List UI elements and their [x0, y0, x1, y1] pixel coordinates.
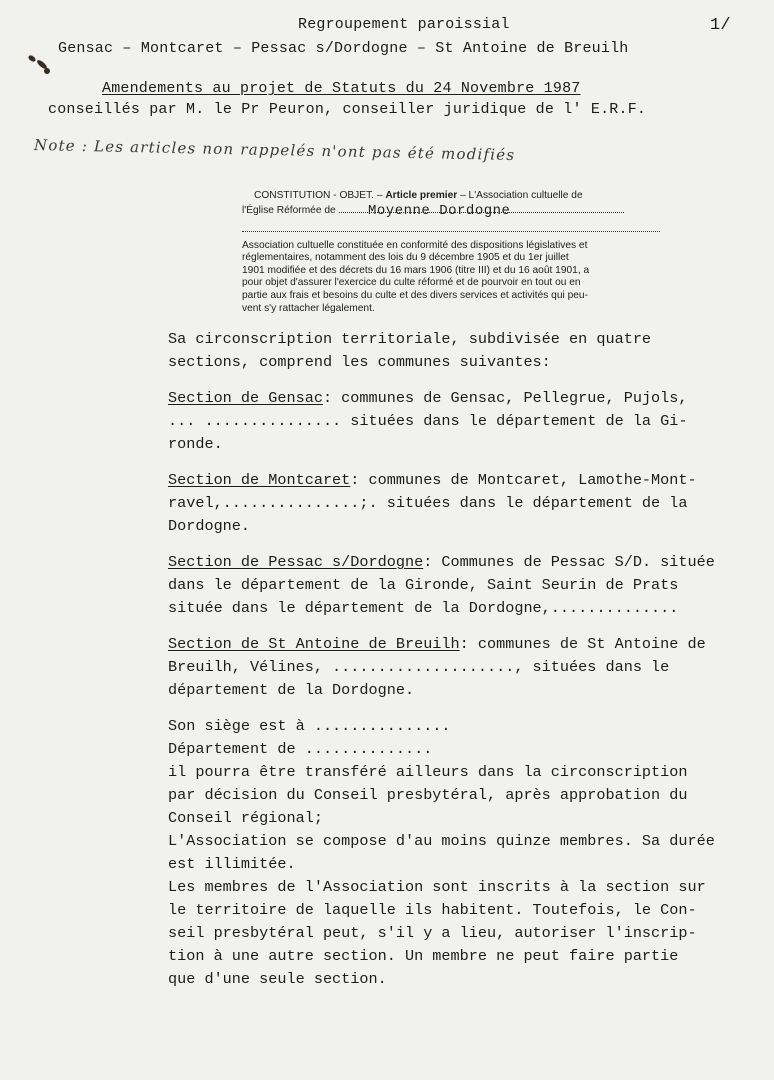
body-line: située dans le département de la Dordogne,.............. [168, 599, 679, 617]
body-line: par décision du Conseil presbytéral, après approbation du [168, 786, 688, 804]
article-heading-bold: Article premier [385, 190, 458, 201]
body-line: Département de .............. [168, 740, 433, 758]
article-heading-prefix: CONSTITUTION - OBJET. – [254, 190, 386, 201]
typed-body [168, 328, 715, 991]
page-number: 1/ [710, 16, 731, 35]
amendments-title: Amendements au projet de Statuts du 24 Novembre 1987 [102, 80, 581, 97]
ink-mark [44, 68, 50, 74]
body-line: Breuilh, Vélines, ...................., situées dans le [168, 658, 670, 676]
body-line: ... ............... situées dans le département de la Gi- [168, 412, 688, 430]
body-line: il pourra être transféré ailleurs dans la circonscription [168, 763, 688, 781]
section-st-antoine [168, 633, 715, 656]
article-church-prefix: l'Église Réformée de [242, 204, 339, 216]
body-line: sections, comprend les communes suivantes: [168, 353, 551, 371]
article-church-line [242, 203, 662, 219]
article-para-line: partie aux frais et besoins du culte et des divers services et activités qui peu- [242, 289, 588, 301]
section-heading: Section de Pessac s/Dordogne [168, 553, 424, 571]
ink-mark [27, 54, 36, 63]
body-line: L'Association se compose d'au moins quinze membres. Sa durée [168, 832, 715, 850]
body-line: tion à une autre section. Un membre ne peut faire partie [168, 947, 679, 965]
body-line: le territoire de laquelle ils habitent. Toutefois, le Con- [168, 901, 697, 919]
body-line: : Communes de Pessac S/D. située [423, 553, 715, 571]
header-title: Regroupement paroissial [298, 16, 510, 33]
body-line: : communes de Montcaret, Lamothe-Mont- [350, 471, 697, 489]
header-parishes: Gensac – Montcaret – Pessac s/Dordogne – St Antoine de Breuilh [58, 40, 629, 57]
body-line: ravel,...............;. situées dans le département de la [168, 494, 688, 512]
body-line: Dordogne. [168, 517, 251, 535]
article-para-line: 1901 modifiée et des décrets du 16 mars 1906 (titre III) et du 16 août 1901, a [242, 264, 590, 276]
article-para-line: réglementaires, notamment des lois du 9 décembre 1905 et du 1er juillet [242, 252, 569, 264]
section-heading: Section de Montcaret [168, 471, 351, 489]
body-line: Conseil régional; [168, 809, 323, 827]
dotted-line [242, 219, 660, 232]
body-line: : communes de St Antoine de [459, 635, 706, 653]
filled-church-name: Moyenne Dordogne [368, 202, 511, 219]
section-heading: Section de St Antoine de Breuilh [168, 635, 460, 653]
body-line: dans le département de la Gironde, Saint Seurin de Prats [168, 576, 679, 594]
body-line: seil presbytéral peut, s'il y a lieu, autoriser l'inscrip- [168, 924, 697, 942]
article-heading [242, 190, 662, 203]
article-para-line: pour objet d'assurer l'exercice du culte réformé et de pourvoir en tout ou en [242, 277, 581, 289]
section-heading: Section de Gensac [168, 389, 323, 407]
body-line: ronde. [168, 435, 223, 453]
body-line: Son siège est à ............... [168, 717, 451, 735]
body-line: département de la Dordogne. [168, 681, 415, 699]
body-line: est illimitée. [168, 855, 296, 873]
body-line: Les membres de l'Association sont inscrits à la section sur [168, 878, 706, 896]
handwritten-note: Note : Les articles non rappelés n'ont pas été modifiés [33, 136, 516, 165]
printed-article-box [242, 190, 662, 315]
body-line: que d'une seule section. [168, 970, 387, 988]
section-pessac [168, 551, 715, 574]
amendments-subtitle: conseillés par M. le Pr Peuron, conseiller juridique de l' E.R.F. [48, 101, 647, 118]
section-montcaret [168, 469, 715, 492]
section-gensac [168, 387, 715, 410]
body-line: : communes de Gensac, Pellegrue, Pujols, [322, 389, 688, 407]
article-para-line: vent s'y rattacher légalement. [242, 302, 375, 314]
article-heading-suffix: – L'Association cultuelle de [457, 190, 583, 201]
article-para-line: Association cultuelle constituée en conformité des dispositions législatives et [242, 239, 588, 251]
body-line: Sa circonscription territoriale, subdivisée en quatre [168, 330, 652, 348]
